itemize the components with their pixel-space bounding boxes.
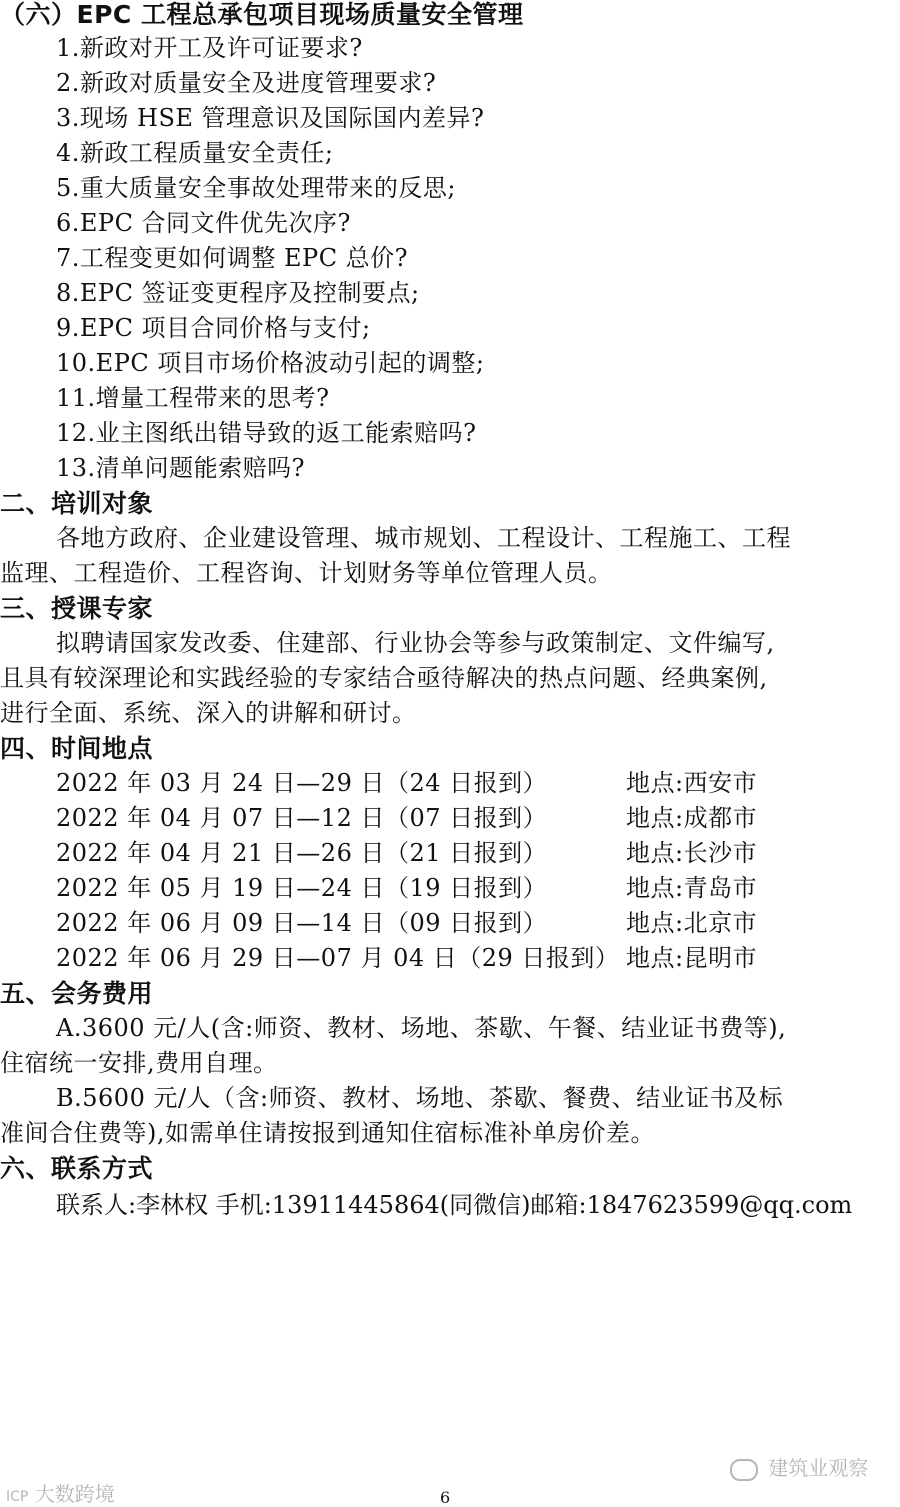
contact-text: 联系人:李林权 手机:13911445864(同微信)邮箱:1847623599@qq.com <box>56 1191 853 1219</box>
schedule-row <box>0 801 900 836</box>
schedule-location: 地点:西安市 <box>626 769 758 797</box>
trainees-text: 各地方政府、企业建设管理、城市规划、工程设计、工程施工、工程 <box>56 524 791 552</box>
list-item: 6.EPC 合同文件优先次序? <box>56 209 351 237</box>
schedule-row <box>0 766 900 801</box>
fee-a-text: A.3600 元/人(含:师资、教材、场地、茶歇、午餐、结业证书费等), <box>56 1014 787 1042</box>
list-item: 10.EPC 项目市场价格波动引起的调整; <box>56 349 485 377</box>
page-number: 6 <box>440 1488 451 1507</box>
heading-time-location: 四、时间地点 <box>0 734 154 763</box>
schedule-date: 2022 年 03 月 24 日—29 日（24 日报到） <box>56 769 548 797</box>
fee-b-text: B.5600 元/人（含:师资、教材、场地、茶歇、餐费、结业证书及标 <box>56 1084 784 1112</box>
heading-fee: 五、会务费用 <box>0 979 154 1008</box>
schedule-date: 2022 年 04 月 21 日—26 日（21 日报到） <box>56 839 548 867</box>
schedule-location: 地点:长沙市 <box>626 839 758 867</box>
experts-text: 进行全面、系统、深入的讲解和研讨。 <box>0 699 417 727</box>
watermark-right <box>730 1452 868 1481</box>
schedule-date: 2022 年 05 月 19 日—24 日（19 日报到） <box>56 874 548 902</box>
watermark-right-text: 建筑业观察 <box>768 1456 869 1480</box>
heading-trainees: 二、培训对象 <box>0 489 154 518</box>
list-item: 1.新政对开工及许可证要求? <box>56 34 363 62</box>
schedule-row <box>0 941 900 976</box>
fee-a-text: 住宿统一安排,费用自理。 <box>0 1049 278 1077</box>
list-item: 3.现场 HSE 管理意识及国际国内差异? <box>56 104 485 132</box>
section6-title: （六）EPC 工程总承包项目现场质量安全管理 <box>0 0 524 29</box>
list-item: 11.增量工程带来的思考? <box>56 384 330 412</box>
schedule-location: 地点:昆明市 <box>626 944 758 972</box>
schedule-row <box>0 871 900 906</box>
experts-text: 拟聘请国家发改委、住建部、行业协会等参与政策制定、文件编写, <box>56 629 775 657</box>
list-item: 9.EPC 项目合同价格与支付; <box>56 314 371 342</box>
list-item: 5.重大质量安全事故处理带来的反思; <box>56 174 456 202</box>
watermark-left <box>6 1478 115 1507</box>
heading-experts: 三、授课专家 <box>0 594 154 623</box>
schedule-location: 地点:青岛市 <box>626 874 758 902</box>
wechat-icon <box>730 1459 758 1481</box>
schedule-date: 2022 年 06 月 09 日—14 日（09 日报到） <box>56 909 548 937</box>
list-item: 4.新政工程质量安全责任; <box>56 139 334 167</box>
schedule-location: 地点:成都市 <box>626 804 758 832</box>
schedule-location: 地点:北京市 <box>626 909 758 937</box>
fee-b-text: 准间合住费等),如需单住请按报到通知住宿标准补单房价差。 <box>0 1119 655 1147</box>
heading-contact: 六、联系方式 <box>0 1154 154 1183</box>
watermark-left-text: 大数跨境 <box>34 1482 115 1506</box>
list-item: 7.工程变更如何调整 EPC 总价? <box>56 244 409 272</box>
watermark-logo-icon: ICP <box>6 1489 29 1505</box>
schedule-row <box>0 836 900 871</box>
list-item: 8.EPC 签证变更程序及控制要点; <box>56 279 420 307</box>
trainees-text: 监理、工程造价、工程咨询、计划财务等单位管理人员。 <box>0 559 613 587</box>
schedule-row <box>0 906 900 941</box>
schedule-date: 2022 年 06 月 29 日—07 月 04 日（29 日报到） <box>56 944 620 972</box>
schedule-date: 2022 年 04 月 07 日—12 日（07 日报到） <box>56 804 548 832</box>
list-item: 2.新政对质量安全及进度管理要求? <box>56 69 437 97</box>
list-item: 13.清单问题能索赔吗? <box>56 454 306 482</box>
list-item: 12.业主图纸出错导致的返工能索赔吗? <box>56 419 477 447</box>
experts-text: 且具有较深理论和实践经验的专家结合亟待解决的热点问题、经典案例, <box>0 664 768 692</box>
